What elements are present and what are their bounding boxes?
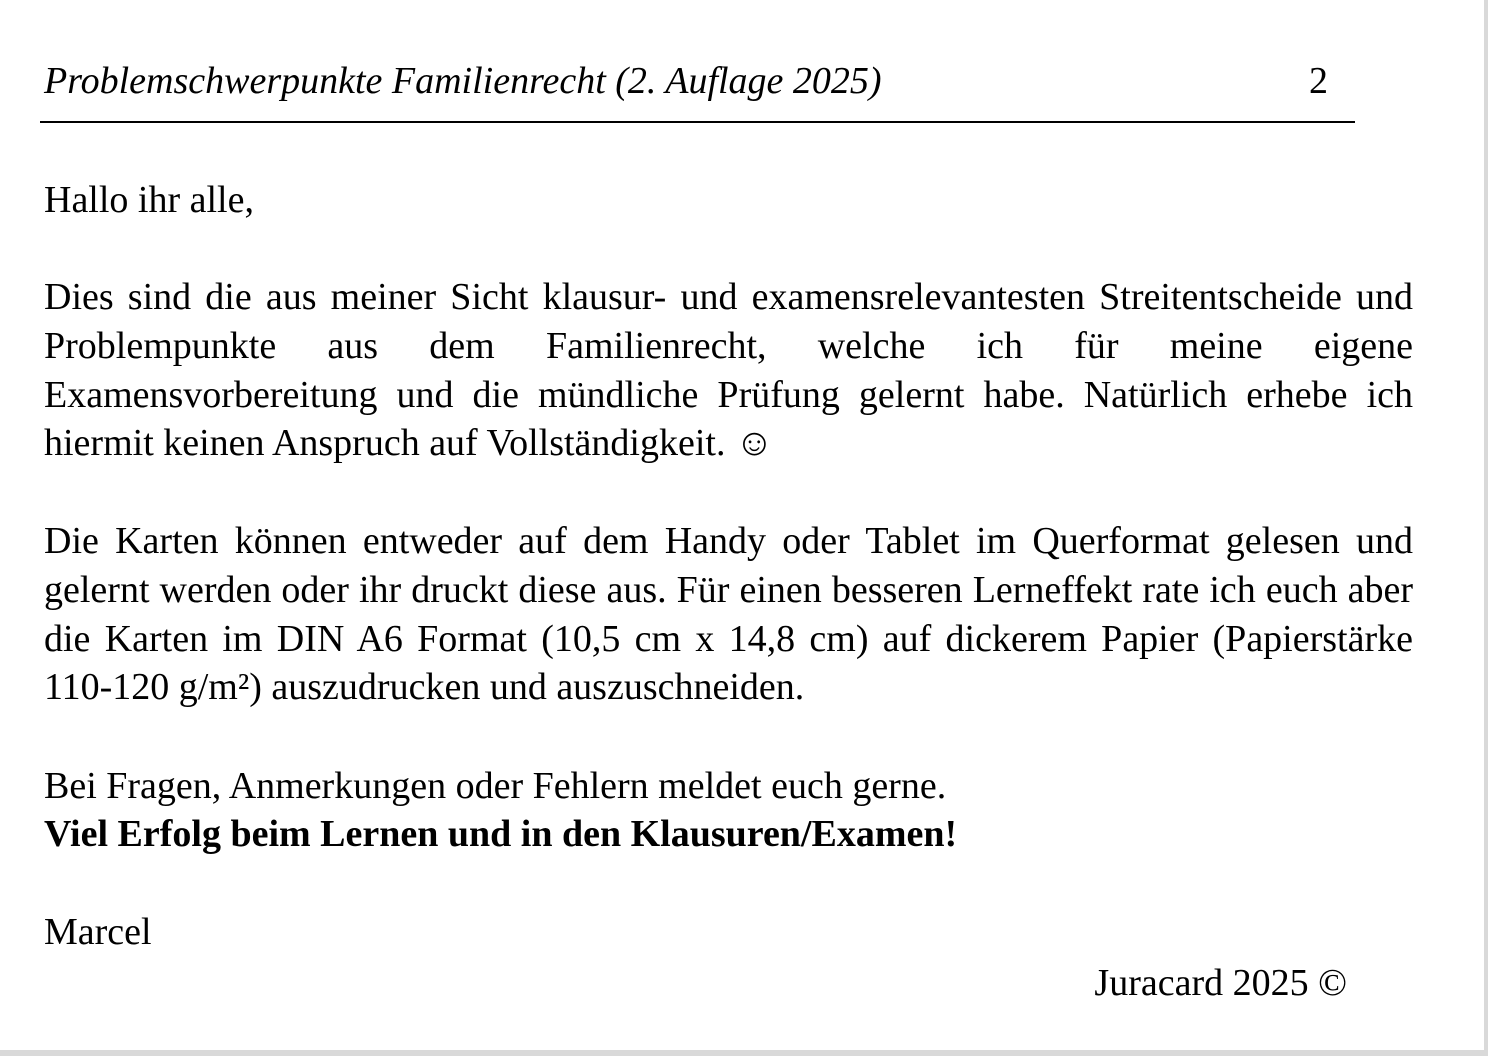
questions-line: Bei Fragen, Anmerkungen oder Fehlern meldet euch gerne.: [44, 765, 947, 807]
printing-paragraph: Die Karten können entweder auf dem Handy oder Tablet im Querformat gelesen und gelernt werden oder ihr druckt diese aus. Für einen besseren Lerneffekt rate ich euch aber die Karten im DIN A6 Format (10,5 cm x 14,8 cm) auf dickerem Papier (Papierstärke 110-120 g/m²) auszudrucken und auszuschneiden.: [44, 520, 1413, 709]
greeting: Hallo ihr alle,: [44, 179, 254, 221]
intro-paragraph: Dies sind die aus meiner Sicht klausur- und examensrelevantesten Streitentscheide und Problempunkte aus dem Familienrecht, welche ich für meine eigene Examensvorbereitung und die mündliche Prüfung gelernt habe. Natürlich erhebe ich hiermit keinen Anspruch auf Vollständigkeit. ☺: [44, 276, 1413, 465]
closing-line: Viel Erfolg beim Lernen und in den Klausuren/Examen!: [44, 813, 958, 855]
signature: Marcel: [44, 911, 152, 953]
page-number: 2: [1309, 60, 1328, 102]
header-divider: [40, 121, 1355, 123]
footer-copyright: Juracard 2025 ©: [1094, 962, 1347, 1004]
header-title: Problemschwerpunkte Familienrecht (2. Auflage 2025): [44, 60, 882, 102]
